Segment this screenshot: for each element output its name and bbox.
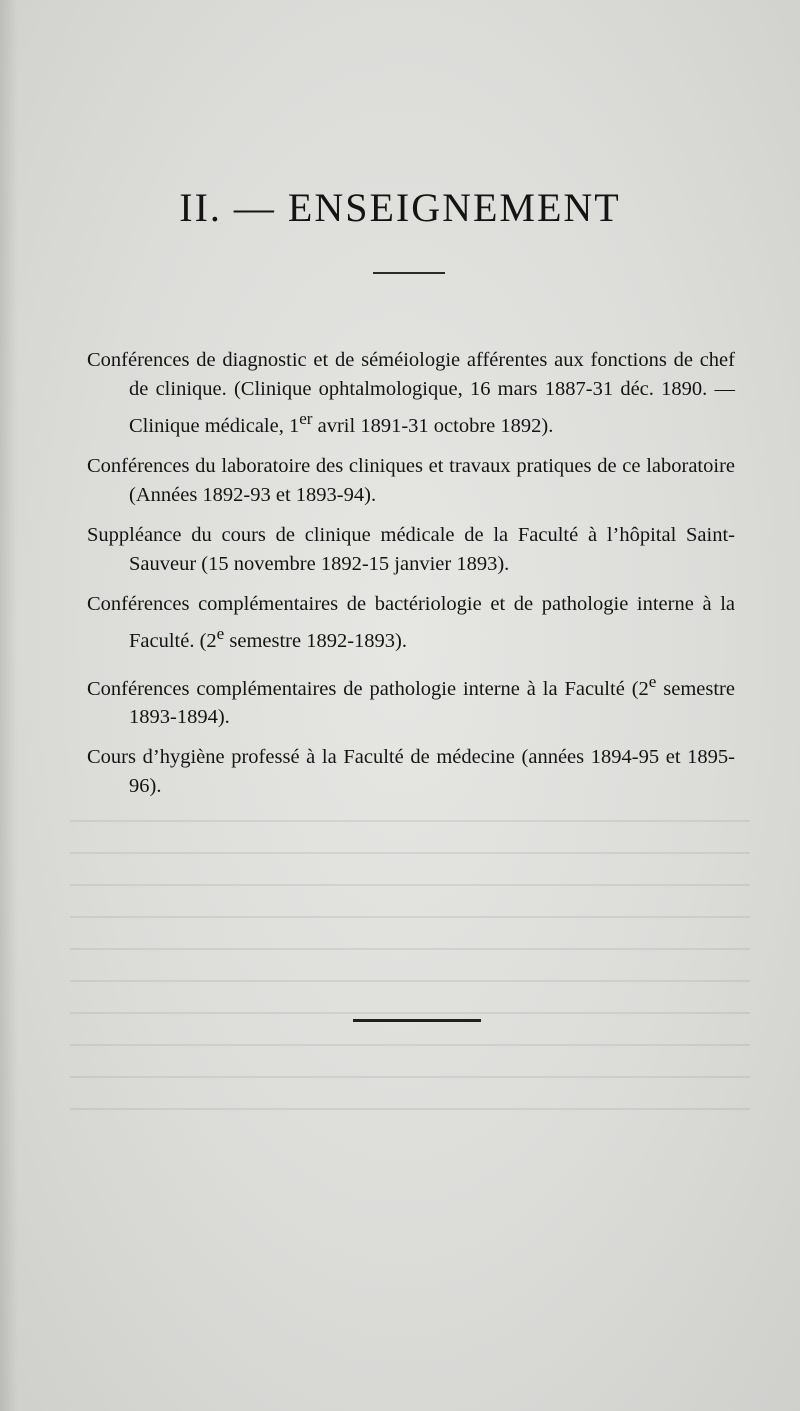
entry-text: Conférences du laboratoire des cliniques et travaux pratiques de ce laboratoire (Années 1892-93 et 1893-94).	[87, 454, 735, 506]
entry-item	[87, 590, 735, 656]
entry-text-continued: avril 1891-31 octobre 1892).	[312, 414, 554, 437]
entry-superscript: er	[299, 409, 313, 428]
entry-text-continued: semestre 1893-1894).	[129, 677, 735, 729]
entry-text: Conférences de diagnostic et de séméiologie afférentes aux fonctions de chef de clinique. (Clinique ophtalmologique, 16 mars 1887-31 déc. 1890. — Clinique médicale, 1	[87, 349, 735, 437]
entry-superscript: e	[648, 671, 657, 691]
entry-text: Conférences complémentaires de bactériologie et de pathologie interne à la Faculté. (2	[87, 592, 735, 652]
entry-superscript: e	[216, 623, 225, 643]
entry-item	[87, 743, 735, 801]
entry-text: Suppléance du cours de clinique médicale de la Faculté à l’hôpital Saint-Sauveur (15 novembre 1892-15 janvier 1893).	[87, 523, 735, 575]
entries-list	[87, 346, 735, 812]
section-title: II. — ENSEIGNEMENT	[179, 185, 621, 230]
end-divider	[353, 1019, 481, 1022]
entry-text: Conférences complémentaires de pathologie interne à la Faculté (2	[87, 677, 649, 700]
bleed-through-texture	[70, 820, 750, 1140]
entry-item	[87, 667, 735, 733]
entry-item	[87, 346, 735, 441]
entry-text: Cours d’hygiène professé à la Faculté de médecine (années 1894-95 et 1895-96).	[87, 746, 735, 798]
title-divider	[373, 272, 445, 274]
entry-item	[87, 452, 735, 510]
entry-item	[87, 521, 735, 579]
entry-text-continued: semestre 1892-1893).	[224, 629, 408, 652]
